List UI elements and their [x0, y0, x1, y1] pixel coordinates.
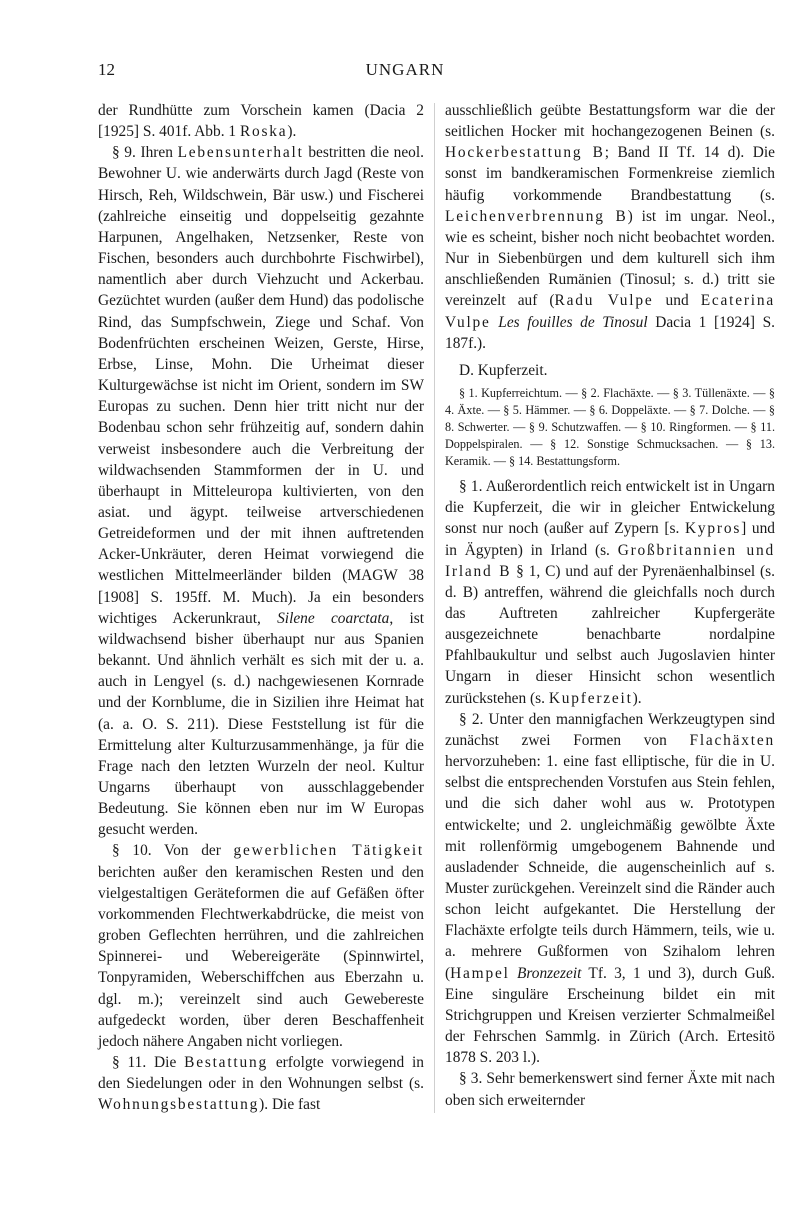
left-column	[98, 100, 424, 1116]
paragraph-continuation: der Rundhütte zum Vorschein kamen (Dacia 2 [1925] S. 401f. Abb. 1 Roska).	[98, 102, 424, 141]
page-number: 12	[98, 60, 115, 79]
right-column	[445, 100, 775, 1111]
page-header	[98, 60, 712, 86]
section-11-burial: § 11. Die Bestattung erfolgte vorwiegend in den Siedelungen oder in den Wohnungen selbst (s. Wohnungsbestattung). Die fast	[98, 1054, 424, 1114]
section-heading-kupferzeit: D. Kupferzeit.	[459, 361, 548, 379]
column-divider	[434, 103, 435, 1113]
section-2-flat-axes: § 2. Unter den mannigfachen Werkzeugtypen sind zunächst zwei Formen von Flachäxten hervorzuheben: 1. eine fast elliptische, für die in U. selbst die entsprechenden Vorstufen aus Stein fehlen, und die sich daher wohl aus w. Prototypen entwickelte; und 2. ungleichmäßig gewölbte Äxte mit rollenförmig umgebogenem Bahnende und ausladender Schneide, die augenscheinlich auf s. Muster zurückgehen. Vereinzelt sind die Ränder auch schon leicht aufgekantet. Die Herstellung der Flachäxte erfolgte teils durch Hämmern, teils, wie u. a. mehrere Gußformen von Szihalom lehren (Hampel Bronzezeit Tf. 3, 1 und 3), durch Guß. Eine singuläre Erscheinung bildet ein mit Strichgruppen und Kreisen verzierter Schmalmeißel der Fehrschen Sammlg. in Zürich (Arch. Ertesitö 1878 S. 203 l.).	[445, 710, 775, 1067]
paragraph-continuation: ausschließlich geübte Bestattungsform war die der seitlichen Hocker mit hochangezogenen Beinen (s. Hockerbestattung B; Band II Tf. 14 d). Die sonst im bandkeramischen Formenkreise ziemlich häufig vorkommende Brandbestattung (s. Leichenverbrennung B) ist im ungar. Neol., wie es scheint, bisher noch nicht beobachtet worden. Nur in Siebenbürgen und dem kulturell sich ihm anschließenden Rumänien (Tinosul; s. d.) tritt sie vereinzelt auf (Radu Vulpe und Ecaterina Vulpe Les fouilles de Tinosul Dacia 1 [1924] S. 187f.).	[445, 102, 775, 352]
section-9-livelihood: § 9. Ihren Lebensunterhalt bestritten die neol. Bewohner U. wie anderwärts durch Jagd (Reste von Hirsch, Reh, Wildschwein, Bär usw.) und Fischerei (zahlreiche einseitig und doppelseitig gezahnte Harpunen, Angelhaken, Netzsenker, Reste von Fischen, besonders auch durchbohrte Fischwirbel), namentlich aber durch Viehzucht und Ackerbau. Gezüchtet wurden (außer dem Hund) das podolische Rind, das Sumpfschwein, Ziege und Schaf. Von Bodenfrüchten erscheinen Weizen, Gerste, Hirse, Erbse, Linse, Mohn. Die Urheimat dieser Kulturgewächse ist nicht im Orient, sondern im SW Europas zu suchen. Denn hier tritt nicht nur der Bodenbau schon sehr frühzeitig auf, sondern dahin verweist insbesondere auch die Verbreitung der wildwachsenden Stammformen der in U. und überhaupt in Mitteleuropa kultivierten, von den asiat. und ägypt. teilweise artverschiedenen Getreideformen und der mit ihnen auftretenden Acker-Unkräuter, deren Heimat vorwiegend die westlichen Mittelmeerländer bilden (MAGW 38 [1908] S. 195ff. M. Much). Ja ein besonders wichtiges Ackerunkraut, Silene coarctata, ist wildwachsend bisher überhaupt nur aus Spanien bekannt. Und ähnlich verhält es sich mit der u. a. auch in Lengyel (s. d.) nachgewiesenen Kornrade und der Kornblume, die in Sizilien ihre Heimat hat (a. a. O. S. 211). Diese Feststellung ist für die Ermittelung alter Kulturzusammenhänge, ja für die Frage nach den letzten Wurzeln der neol. Kultur Ungarns überhaupt von ausschlaggebender Bedeutung. Sie können eben nur im W Europas gesucht werden.	[98, 144, 424, 839]
section-3-axes: § 3. Sehr bemerkenswert sind ferner Äxte mit nach oben sich erweiternder	[445, 1070, 775, 1109]
running-head: UNGARN	[365, 60, 445, 79]
section-1-copper: § 1. Außerordentlich reich entwickelt ist in Ungarn die Kupferzeit, die wir in gleicher Entwickelung sonst nur noch (außer auf Zypern [s. Kypros] und in Ägypten) in Irland (s. Großbritannien und Irland B § 1, C) und auf der Pyrenäenhalbinsel (s. d. B) antreffen, während die gleichfalls noch durch das Auftreten zahlreicher Kupfergeräte ausgezeichnete benachbarte nordalpine Pfahlbaukultur und selbst auch Jugoslavien hinter Ungarn in dieser Hinsicht schon wesentlich zurückstehen (s. Kupferzeit).	[445, 478, 776, 707]
section-10-crafts: § 10. Von der gewerblichen Tätigkeit berichten außer den keramischen Resten und den vielgestaltigen Geräteformen die auf Gefäßen öfter vorkommenden Flechtwerkabdrücke, die meist von groben Geflechten herrühren, und die zahlreichen Spinnerei- und Webereigeräte (Spinnwirtel, Tonpyramiden, Weberschiffchen aus Eberzahn u. dgl. m.); vereinzelt sind auch Gewebereste aufgedeckt worden, über deren Beschaffenheit jedoch nähere Angaben nicht vorliegen.	[98, 842, 425, 1050]
section-toc: § 1. Kupferreichtum. — § 2. Flachäxte. — § 3. Tüllenäxte. — § 4. Äxte. — § 5. Hämmer. — § 6. Doppeläxte. — § 7. Dolche. — § 8. Schwerter. — § 9. Schutzwaffen. — § 10. Ringformen. — § 11. Doppelspiralen. — § 12. Sonstige Schmucksachen. — § 13. Keramik. — § 14. Bestattungsform.	[445, 386, 775, 469]
